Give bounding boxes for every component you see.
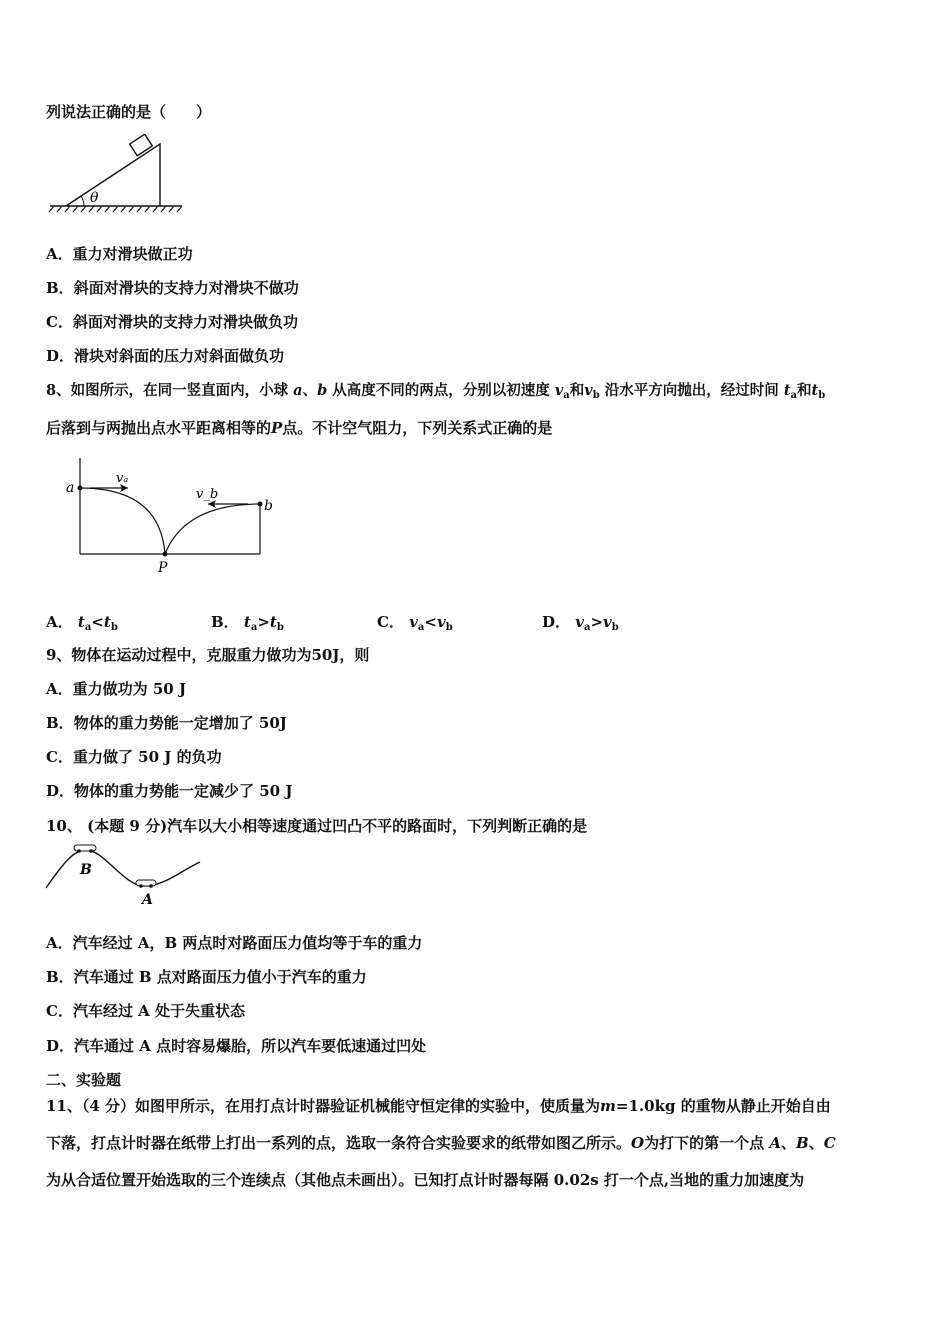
q11-line3: 为从合适位置开始选取的三个连续点（其他点未画出）。已知打点计时器每隔 0.02s 打一个点,当地的重力加速度为 [46, 1171, 805, 1189]
point-b-label: b [264, 498, 273, 514]
q9-option-d: D．物体的重力势能一定减少了 50 J [46, 782, 293, 800]
q9-stem: 9、物体在运动过程中，克服重力做功为50J，则 [46, 646, 370, 664]
q8-stem-line1: 8、如图所示，在同一竖直面内，小球 a、b 从高度不同的两点，分别以初速度 $v_a$和$v_b$ 沿水平方向抛出，经过时间 $t_a$和$t_b$ [46, 382, 826, 401]
angle-theta-label: θ [90, 190, 99, 206]
q11-line1: 11、（4 分）如图甲所示，在用打点计时器验证机械能守恒定律的实验中，使质量为m=1.0kg 的重物从静止开始自由 [46, 1097, 831, 1115]
q8-option-d: D． $v_a>v_b$ [542, 613, 619, 633]
q10-stem: 10、 (本题 9 分)汽车以大小相等速度通过凹凸不平的路面时，下列判断正确的是 [46, 817, 588, 835]
q10-option-c: C．汽车经过 A 处于失重状态 [46, 1002, 246, 1020]
q10-option-b: B．汽车通过 B 点对路面压力值小于汽车的重力 [46, 968, 367, 986]
q8-stem-line2: 后落到与两抛出点水平距离相等的P点。不计空气阻力，下列关系式正确的是 [46, 419, 553, 437]
q7-option-d: D．滑块对斜面的压力对斜面做负功 [46, 347, 285, 365]
velocity-a-label: vₐ [116, 471, 129, 486]
q11-line2: 下落，打点计时器在纸带上打出一系列的点，选取一条符合实验要求的纸带如图乙所示。O为打下的第一个点 A、B、C [46, 1134, 836, 1152]
incline-figure [46, 134, 186, 214]
point-a-label: a [66, 480, 75, 496]
q9-option-c: C．重力做了 50 J 的负功 [46, 748, 222, 766]
point-b-road-label: B [80, 862, 92, 878]
q8-option-a: A． $t_a<t_b$ [46, 613, 118, 633]
q7-stem-tail: 列说法正确的是（ ） [46, 103, 212, 121]
velocity-b-label: v_b [196, 487, 219, 502]
q9-option-b: B．物体的重力势能一定增加了 50J [46, 714, 287, 732]
q10-option-d: D．汽车通过 A 点时容易爆胎，所以汽车要低速通过凹处 [46, 1037, 427, 1055]
q8-option-b: B． $t_a>t_b$ [211, 613, 284, 633]
q7-option-b: B．斜面对滑块的支持力对滑块不做功 [46, 279, 299, 297]
q10-option-a: A．汽车经过 A，B 两点时对路面压力值均等于车的重力 [46, 934, 423, 952]
q9-option-a: A．重力做功为 50 J [46, 680, 187, 698]
q8-option-c: C． $v_a<v_b$ [377, 613, 453, 633]
road-figure [44, 842, 204, 908]
point-a-road-label: A [142, 892, 153, 908]
projectile-figure [60, 454, 280, 580]
q7-option-c: C．斜面对滑块的支持力对滑块做负功 [46, 313, 298, 331]
section-title: 二、实验题 [46, 1071, 122, 1089]
point-p-label: P [158, 560, 168, 576]
q7-option-a: A．重力对滑块做正功 [46, 245, 193, 263]
